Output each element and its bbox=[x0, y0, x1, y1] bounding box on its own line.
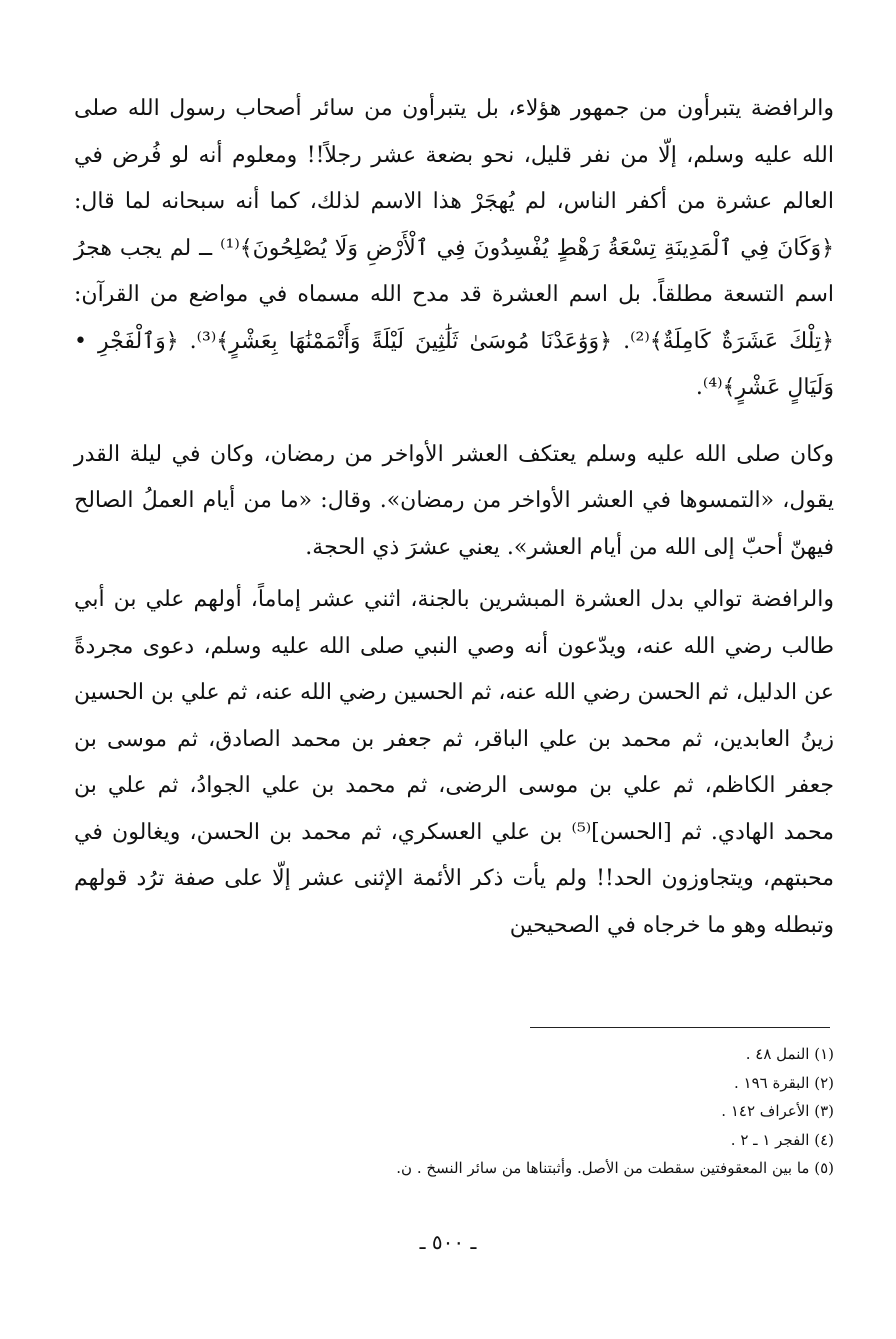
footnote-4: (٤) الفجر ١ ـ ٢ . bbox=[730, 1130, 834, 1149]
main-text bbox=[74, 86, 834, 949]
paragraph-2: وكان صلى الله عليه وسلم يعتكف العشر الأواخر من رمضان، وكان في ليلة القدر يقول، «التمسوها في العشر الأواخر من رمضان». وقال: «ما من أيام العملُ الصالح فيهنّ أحبّ إلى الله من أيام العشر». يعني عشرَ ذي الحجة. bbox=[74, 441, 834, 560]
paragraph-3: والرافضة توالي بدل العشرة المبشرين بالجنة، اثني عشر إماماً، أولهم علي بن أبي طالب رضي الله عنه، ويدّعون أنه وصي النبي صلى الله عليه وسلم، دعوى مجردةً عن الدليل، ثم الحسن رضي الله عنه، ثم الحسين رضي الله عنه، ثم علي بن الحسين زينُ العابدين، ثم محمد بن علي الباقر، ثم جعفر بن محمد الصادق، ثم موسى بن جعفر الكاظم، ثم علي بن موسى الرضى، ثم محمد بن علي الجوادُ، ثم علي بن محمد الهادي. ثم [الحسن]⁽⁵⁾ بن علي العسكري، ثم محمد بن الحسن، ويغالون في محبتهم، ويتجاوزون الحد!! ولم يأت ذكر الأئمة الإثنى عشر إلّا على صفة ترُد قولهم وتبطله وهو ما خرجاه في الصحيحين bbox=[74, 587, 835, 938]
footnote-1: (١) النمل ٤٨ . bbox=[745, 1045, 834, 1063]
page-number: ـ ٥٠٠ ـ bbox=[419, 1230, 477, 1254]
footnote-5: (٥) ما بين المعقوفتين سقطت من الأصل. وأثبتناها من سائر النسخ . ن. bbox=[396, 1159, 834, 1177]
footnote-3: (٣) الأعراف ١٤٢ . bbox=[721, 1102, 834, 1120]
footnotes bbox=[74, 1040, 834, 1183]
footnote-divider bbox=[530, 1027, 830, 1028]
paragraph-1: والرافضة يتبرأون من جمهور هؤلاء، بل يتبرأون من سائر أصحاب رسول الله صلى الله عليه وسلم، إلّا من نفر قليل، نحو بضعة عشر رجلاً!! ومعلوم أنه لو فُرض في العالم عشرة من أكفر الناس، لم يُهجَرْ هذا الاسم لذلك، كما أنه سبحانه لما قال: ﴿وَكَانَ فِي ٱلْمَدِينَةِ تِسْعَةُ رَهْطٍ يُفْسِدُونَ فِي ٱلْأَرْضِ وَلَا يُصْلِحُونَ﴾⁽¹⁾ ــ لم يجب هجرُ اسم التسعة مطلقاً. بل اسم العشرة قد مدح الله مسماه في مواضع من القرآن: ﴿تِلْكَ عَشَرَةٌ كَامِلَةٌ﴾⁽²⁾. ﴿وَوَٰعَدْنَا مُوسَىٰ ثَلَٰثِينَ لَيْلَةً وَأَتْمَمْنَٰهَا بِعَشْرٍ﴾⁽³⁾. ﴿وَٱلْفَجْرِ • وَلَيَالٍ عَشْرٍ﴾⁽⁴⁾. bbox=[74, 96, 835, 400]
footnote-2: (٢) البقرة ١٩٦ . bbox=[733, 1073, 834, 1092]
